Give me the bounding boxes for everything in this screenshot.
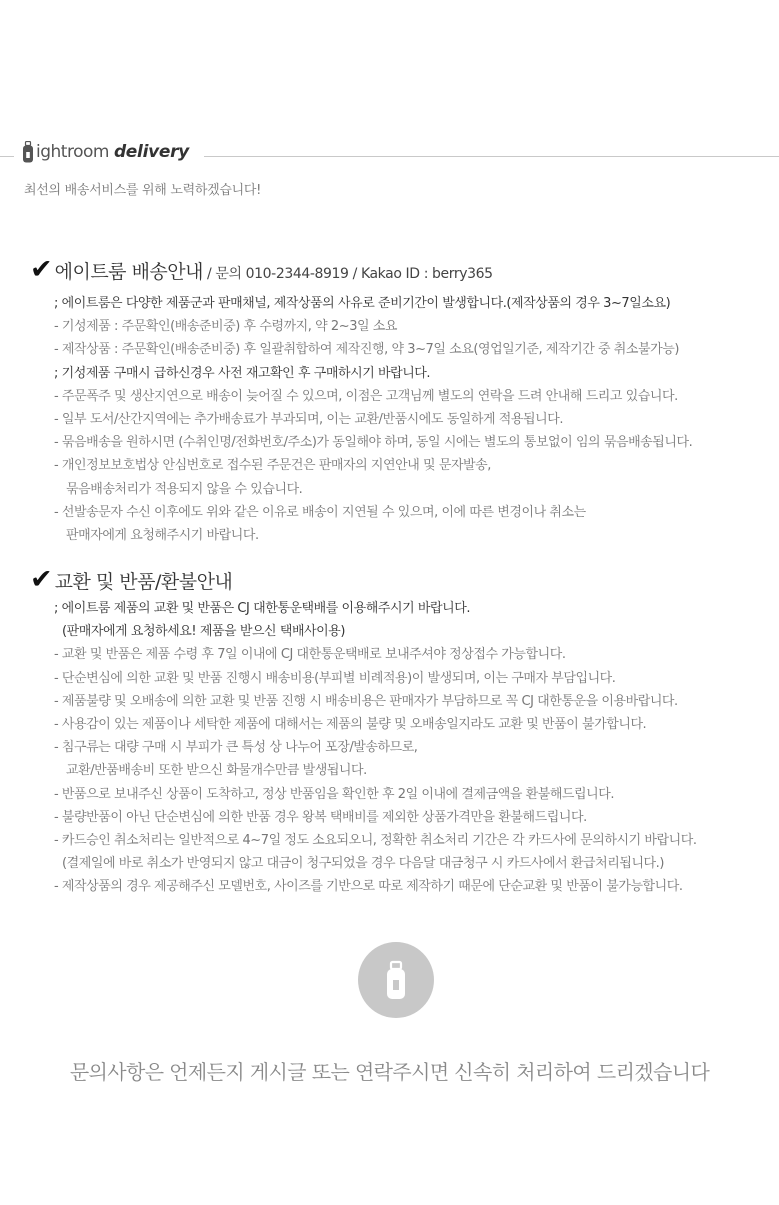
shipping-title: 에이트룸 배송안내 [54,261,203,283]
brand-bottle-icon [22,141,34,163]
returns-line: 교환/반품배송비 또한 받으신 화물개수만큼 발생됩니다. [66,763,367,779]
shipping-line: - 제작상품 : 주문확인(배송준비중) 후 일괄취합하여 제작진행, 약 3~7일 소요(영업일기준, 제작기간 중 취소불가능) [54,342,679,358]
header-subtitle: 최선의 배송서비스를 위해 노력하겠습니다! [24,183,262,198]
header-divider-left [0,156,14,157]
returns-line: - 침구류는 대량 구매 시 부피가 큰 특성 상 나누어 포장/발송하므로, [54,740,418,756]
returns-info-list [54,597,774,898]
shipping-info-list [54,292,774,547]
shipping-line: - 개인정보보호법상 안심번호로 접수된 주문건은 판매자의 지연안내 및 문자발송, [54,458,491,474]
returns-line: - 제작상품의 경우 제공해주신 모델번호, 사이즈를 기반으로 따로 제작하기 때문에 단순교환 및 반품이 불가능합니다. [54,879,683,895]
returns-line: - 사용감이 있는 제품이나 세탁한 제품에 대해서는 제품의 불량 및 오배송일지라도 교환 및 반품이 불가합니다. [54,716,647,732]
brand-name-delivery: delivery [113,142,189,162]
brand-name-light: ightroom [36,142,109,162]
returns-line: - 단순변심에 의한 교환 및 반품 진행시 배송비용(부피별 비례적용)이 발생되며, 이는 구매자 부담입니다. [54,670,616,686]
returns-line: - 불량반품이 아닌 단순변심에 의한 반품 경우 왕복 택배비를 제외한 상품가격만을 환불해드립니다. [54,809,587,825]
brand-logo [22,141,189,163]
returns-line: - 교환 및 반품은 제품 수령 후 7일 이내에 CJ 대한통운택배로 보내주셔야 정상접수 가능합니다. [54,647,566,663]
footer-contact-message: 문의사항은 언제든지 게시글 또는 연락주시면 신속히 처리하여 드리겠습니다 [69,1060,710,1084]
shipping-line: - 일부 도서/산간지역에는 추가배송료가 부과되며, 이는 교환/반품시에도 동일하게 적용됩니다. [54,411,564,427]
checkmark-icon: ✔ [30,254,53,285]
returns-line: - 제품불량 및 오배송에 의한 교환 및 반품 진행 시 배송비용은 판매자가 부담하므로 꼭 CJ 대한통운을 이용바랍니다. [54,693,678,709]
returns-line: - 반품으로 보내주신 상품이 도착하고, 정상 반품임을 확인한 후 2일 이내에 결제금액을 환불해드립니다. [54,786,615,802]
returns-line: ; 에이트룸 제품의 교환 및 반품은 CJ 대한통운택배를 이용해주시기 바랍니다. [54,601,471,616]
checkmark-icon: ✔ [30,564,53,595]
footer-bottle-icon [358,942,434,1018]
shipping-line: - 기성제품 : 주문확인(배송준비중) 후 수령까지, 약 2~3일 소요 [54,319,398,335]
shipping-line: 판매자에게 요청해주시기 바랍니다. [66,527,259,543]
returns-section-title [30,566,232,594]
shipping-line: ; 기성제품 구매시 급하신경우 사전 재고확인 후 구매하시기 바랍니다. [54,365,431,381]
shipping-line: - 주문폭주 및 생산지연으로 배송이 늦어질 수 있으며, 이점은 고객님께 별도의 연락을 드려 안내해 드리고 있습니다. [54,388,678,404]
returns-line: - 카드승인 취소처리는 일반적으로 4~7일 정도 소요되오니, 정확한 취소처리 기간은 각 카드사에 문의하시기 바랍니다. [54,832,697,848]
returns-title: 교환 및 반품/환불안내 [54,571,233,593]
returns-line: (판매자에게 요청하세요! 제품을 받으신 택배사이용) [62,624,346,640]
shipping-line: ; 에이트룸은 다양한 제품군과 판매채널, 제작상품의 사유로 준비기간이 발생합니다.(제작상품의 경우 3~7일소요) [54,296,671,311]
shipping-line: - 선발송문자 수신 이후에도 위와 같은 이유로 배송이 지연될 수 있으며, 이에 따른 변경이나 취소는 [54,504,586,520]
shipping-line: - 묶음배송을 원하시면 (수취인명/전화번호/주소)가 동일해야 하며, 동일 시에는 별도의 통보없이 임의 묶음배송됩니다. [54,435,693,451]
header-divider-right [204,156,779,157]
shipping-contact: / 문의 010-2344-8919 / Kakao ID : berry365 [207,266,493,282]
shipping-section-title [30,256,493,284]
returns-line: (결제일에 바로 취소가 반영되지 않고 대금이 청구되었을 경우 다음달 대금청구 시 카드사에서 환급처리됩니다.) [62,856,664,872]
shipping-line: 묶음배송처리가 적용되지 않을 수 있습니다. [66,481,303,497]
